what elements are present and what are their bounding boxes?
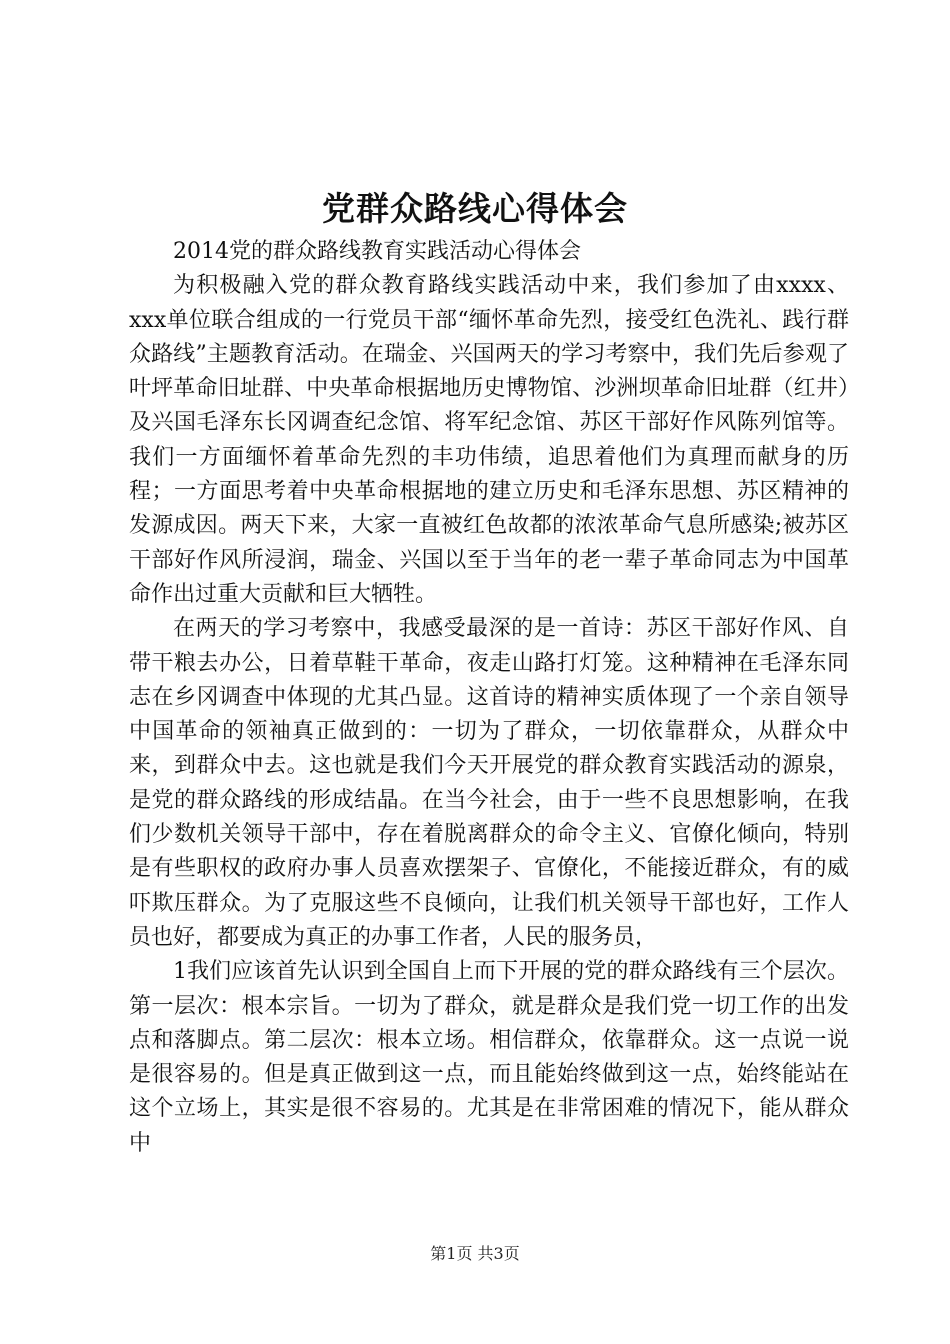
paragraph-3: 1我们应该首先认识到全国自上而下开展的党的群众路线有三个层次。第一层次：根本宗旨。一切为了群众，就是群众是我们党一切工作的出发点和落脚点。第二层次：根本立场。相信群众，依靠群众。这一点说一说是很容易的。但是真正做到这一点，而且能始终做到这一点，始终能站在这个立场上，其实是很不容易的。尤其是在非常困难的情况下，能从群众中	[129, 959, 849, 1156]
page-footer: 第1页 共3页	[430, 1244, 520, 1263]
document-title: 党群众路线心得体会	[322, 189, 628, 228]
document-subtitle: 2014党的群众路线教育实践活动心得体会	[173, 239, 581, 264]
paragraph-2: 在两天的学习考察中，我感受最深的是一首诗：苏区干部好作风、自带干粮去办公，日着草鞋干革命，夜走山路打灯笼。这种精神在毛泽东同志在乡冈调查中体现的尤其凸显。这首诗的精神实质体现了一个亲自领导中国革命的领袖真正做到的：一切为了群众，一切依靠群众，从群众中来，到群众中去。这也就是我们今天开展党的群众教育实践活动的源泉，是党的群众路线的形成结晶。在当今社会，由于一些不良思想影响，在我们少数机关领导干部中，存在着脱离群众的命令主义、官僚化倾向，特别是有些职权的政府办事人员喜欢摆架子、官僚化，不能接近群众，有的威吓欺压群众。为了克服这些不良倾向，让我们机关领导干部也好，工作人员也好，都要成为真正的办事工作者，人民的服务员，	[129, 616, 849, 950]
document-body	[129, 235, 849, 1161]
paragraph-1: 为积极融入党的群众教育路线实践活动中来，我们参加了由xxxx、xxx单位联合组成的一行党员干部“缅怀革命先烈，接受红色洗礼、践行群众路线”主题教育活动。在瑞金、兴国两天的学习考察中，我们先后参观了叶坪革命旧址群、中央革命根据地历史博物馆、沙洲坝革命旧址群（红井）及兴国毛泽东长冈调查纪念馆、将军纪念馆、苏区干部好作风陈列馆等。我们一方面缅怀着革命先烈的丰功伟绩，追思着他们为真理而献身的历程；一方面思考着中央革命根据地的建立历史和毛泽东思想、苏区精神的发源成因。两天下来，大家一直被红色故都的浓浓革命气息所感染;被苏区干部好作风所浸润，瑞金、兴国以至于当年的老一辈子革命同志为中国革命作出过重大贡献和巨大牺牲。	[129, 273, 849, 607]
